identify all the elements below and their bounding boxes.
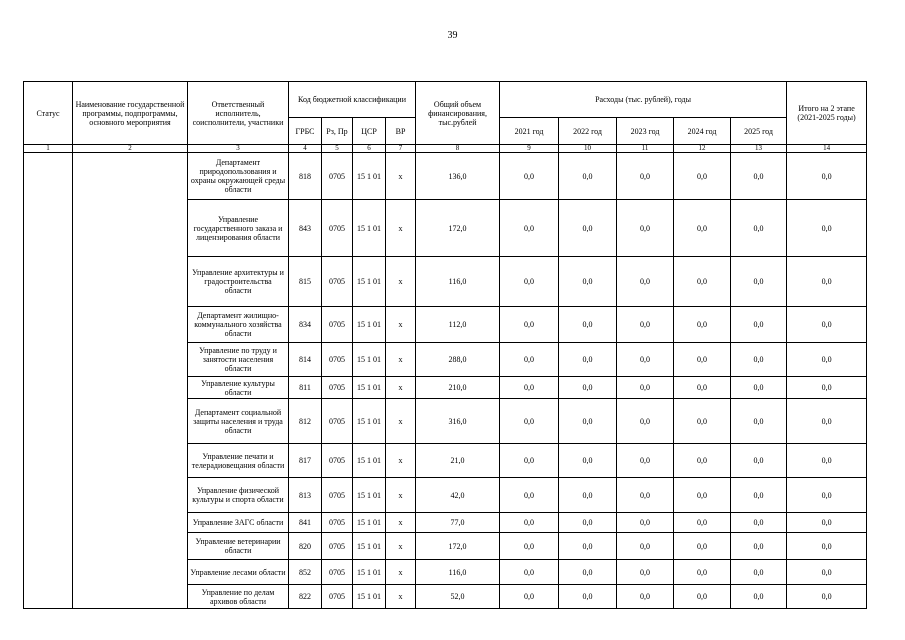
grbs-cell: 852 (289, 560, 322, 585)
year-2024-cell: 0,0 (674, 513, 731, 533)
total-cell: 77,0 (416, 513, 500, 533)
header-name: Наименование государственной программы, подпрограммы, основного мероприятия (73, 82, 188, 145)
stage-total-cell: 0,0 (787, 257, 867, 307)
year-2023-cell: 0,0 (617, 560, 674, 585)
year-2023-cell: 0,0 (617, 533, 674, 560)
csr-cell: 15 1 01 (353, 307, 386, 343)
header-year-2023: 2023 год (617, 118, 674, 145)
year-2022-cell: 0,0 (559, 478, 617, 513)
year-2023-cell: 0,0 (617, 377, 674, 399)
year-2022-cell: 0,0 (559, 560, 617, 585)
year-2022-cell: 0,0 (559, 513, 617, 533)
grbs-cell: 813 (289, 478, 322, 513)
grbs-cell: 814 (289, 343, 322, 377)
header-expenses: Расходы (тыс. рублей), годы (500, 82, 787, 118)
year-2022-cell: 0,0 (559, 257, 617, 307)
executor-cell: Управление физической культуры и спорта области (188, 478, 289, 513)
grbs-cell: 822 (289, 585, 322, 609)
column-number: 7 (386, 145, 416, 153)
header-vr: ВР (386, 118, 416, 145)
total-cell: 116,0 (416, 257, 500, 307)
rzpr-cell: 0705 (322, 444, 353, 478)
year-2024-cell: 0,0 (674, 478, 731, 513)
grbs-cell: 820 (289, 533, 322, 560)
executor-cell: Управление по труду и занятости населения области (188, 343, 289, 377)
year-2021-cell: 0,0 (500, 560, 559, 585)
year-2025-cell: 0,0 (731, 399, 787, 444)
year-2024-cell: 0,0 (674, 585, 731, 609)
grbs-cell: 815 (289, 257, 322, 307)
total-cell: 112,0 (416, 307, 500, 343)
stage-total-cell: 0,0 (787, 560, 867, 585)
year-2024-cell: 0,0 (674, 560, 731, 585)
column-number: 8 (416, 145, 500, 153)
grbs-cell: 818 (289, 153, 322, 200)
stage-total-cell: 0,0 (787, 343, 867, 377)
year-2023-cell: 0,0 (617, 343, 674, 377)
year-2021-cell: 0,0 (500, 444, 559, 478)
column-number: 2 (73, 145, 188, 153)
csr-cell: 15 1 01 (353, 560, 386, 585)
year-2025-cell: 0,0 (731, 478, 787, 513)
total-cell: 210,0 (416, 377, 500, 399)
column-number: 1 (24, 145, 73, 153)
csr-cell: 15 1 01 (353, 257, 386, 307)
total-cell: 136,0 (416, 153, 500, 200)
year-2021-cell: 0,0 (500, 200, 559, 257)
status-cell (24, 153, 73, 609)
stage-total-cell: 0,0 (787, 585, 867, 609)
rzpr-cell: 0705 (322, 560, 353, 585)
header-budget-code: Код бюджетной классификации (289, 82, 416, 118)
rzpr-cell: 0705 (322, 153, 353, 200)
year-2022-cell: 0,0 (559, 444, 617, 478)
column-number: 12 (674, 145, 731, 153)
year-2021-cell: 0,0 (500, 153, 559, 200)
year-2021-cell: 0,0 (500, 377, 559, 399)
vr-cell: x (386, 200, 416, 257)
grbs-cell: 811 (289, 377, 322, 399)
vr-cell: x (386, 533, 416, 560)
header-executor: Ответственный исполнитель, соисполнители, участники (188, 82, 289, 145)
header-total-volume: Общий объем финансирования, тыс.рублей (416, 82, 500, 145)
year-2022-cell: 0,0 (559, 307, 617, 343)
year-2023-cell: 0,0 (617, 513, 674, 533)
year-2021-cell: 0,0 (500, 257, 559, 307)
year-2024-cell: 0,0 (674, 200, 731, 257)
year-2023-cell: 0,0 (617, 200, 674, 257)
year-2024-cell: 0,0 (674, 343, 731, 377)
year-2025-cell: 0,0 (731, 153, 787, 200)
year-2022-cell: 0,0 (559, 399, 617, 444)
total-cell: 21,0 (416, 444, 500, 478)
csr-cell: 15 1 01 (353, 399, 386, 444)
vr-cell: x (386, 560, 416, 585)
header-csr: ЦСР (353, 118, 386, 145)
stage-total-cell: 0,0 (787, 444, 867, 478)
year-2025-cell: 0,0 (731, 307, 787, 343)
rzpr-cell: 0705 (322, 399, 353, 444)
stage-total-cell: 0,0 (787, 200, 867, 257)
stage-total-cell: 0,0 (787, 513, 867, 533)
csr-cell: 15 1 01 (353, 377, 386, 399)
header-stage-total: Итого на 2 этапе (2021-2025 годы) (787, 82, 867, 145)
grbs-cell: 843 (289, 200, 322, 257)
year-2024-cell: 0,0 (674, 153, 731, 200)
column-number: 10 (559, 145, 617, 153)
csr-cell: 15 1 01 (353, 343, 386, 377)
rzpr-cell: 0705 (322, 377, 353, 399)
year-2023-cell: 0,0 (617, 307, 674, 343)
year-2024-cell: 0,0 (674, 399, 731, 444)
stage-total-cell: 0,0 (787, 307, 867, 343)
grbs-cell: 812 (289, 399, 322, 444)
header-year-2024: 2024 год (674, 118, 731, 145)
csr-cell: 15 1 01 (353, 478, 386, 513)
budget-table (23, 81, 867, 609)
column-number: 4 (289, 145, 322, 153)
stage-total-cell: 0,0 (787, 377, 867, 399)
column-number: 6 (353, 145, 386, 153)
year-2021-cell: 0,0 (500, 478, 559, 513)
rzpr-cell: 0705 (322, 478, 353, 513)
vr-cell: x (386, 478, 416, 513)
total-cell: 42,0 (416, 478, 500, 513)
year-2024-cell: 0,0 (674, 533, 731, 560)
year-2022-cell: 0,0 (559, 533, 617, 560)
year-2025-cell: 0,0 (731, 343, 787, 377)
stage-total-cell: 0,0 (787, 478, 867, 513)
executor-cell: Управление печати и телерадиовещания области (188, 444, 289, 478)
total-cell: 288,0 (416, 343, 500, 377)
stage-total-cell: 0,0 (787, 533, 867, 560)
year-2025-cell: 0,0 (731, 377, 787, 399)
executor-cell: Управление культуры области (188, 377, 289, 399)
year-2021-cell: 0,0 (500, 399, 559, 444)
csr-cell: 15 1 01 (353, 533, 386, 560)
total-cell: 316,0 (416, 399, 500, 444)
rzpr-cell: 0705 (322, 513, 353, 533)
year-2023-cell: 0,0 (617, 585, 674, 609)
column-number: 14 (787, 145, 867, 153)
executor-cell: Управление государственного заказа и лицензирования области (188, 200, 289, 257)
vr-cell: x (386, 377, 416, 399)
vr-cell: x (386, 444, 416, 478)
csr-cell: 15 1 01 (353, 513, 386, 533)
executor-cell: Департамент природопользования и охраны окружающей среды области (188, 153, 289, 200)
column-number: 11 (617, 145, 674, 153)
header-grbs: ГРБС (289, 118, 322, 145)
year-2021-cell: 0,0 (500, 307, 559, 343)
rzpr-cell: 0705 (322, 533, 353, 560)
year-2023-cell: 0,0 (617, 153, 674, 200)
executor-cell: Управление лесами области (188, 560, 289, 585)
year-2021-cell: 0,0 (500, 343, 559, 377)
rzpr-cell: 0705 (322, 307, 353, 343)
year-2024-cell: 0,0 (674, 444, 731, 478)
vr-cell: x (386, 257, 416, 307)
year-2021-cell: 0,0 (500, 533, 559, 560)
csr-cell: 15 1 01 (353, 444, 386, 478)
year-2022-cell: 0,0 (559, 343, 617, 377)
vr-cell: x (386, 153, 416, 200)
table-row (24, 153, 867, 200)
year-2023-cell: 0,0 (617, 444, 674, 478)
grbs-cell: 841 (289, 513, 322, 533)
year-2025-cell: 0,0 (731, 513, 787, 533)
year-2022-cell: 0,0 (559, 377, 617, 399)
csr-cell: 15 1 01 (353, 585, 386, 609)
vr-cell: x (386, 585, 416, 609)
header-year-2022: 2022 год (559, 118, 617, 145)
total-cell: 172,0 (416, 200, 500, 257)
header-status: Статус (24, 82, 73, 145)
stage-total-cell: 0,0 (787, 153, 867, 200)
stage-total-cell: 0,0 (787, 399, 867, 444)
rzpr-cell: 0705 (322, 257, 353, 307)
column-number: 5 (322, 145, 353, 153)
total-cell: 172,0 (416, 533, 500, 560)
year-2025-cell: 0,0 (731, 200, 787, 257)
name-cell (73, 153, 188, 609)
year-2025-cell: 0,0 (731, 444, 787, 478)
csr-cell: 15 1 01 (353, 153, 386, 200)
executor-cell: Управление ЗАГС области (188, 513, 289, 533)
column-number: 3 (188, 145, 289, 153)
grbs-cell: 817 (289, 444, 322, 478)
year-2022-cell: 0,0 (559, 585, 617, 609)
page-number: 39 (447, 30, 458, 41)
year-2023-cell: 0,0 (617, 399, 674, 444)
grbs-cell: 834 (289, 307, 322, 343)
rzpr-cell: 0705 (322, 200, 353, 257)
year-2024-cell: 0,0 (674, 377, 731, 399)
executor-cell: Департамент жилищно-коммунального хозяйства области (188, 307, 289, 343)
executor-cell: Управление ветеринарии области (188, 533, 289, 560)
column-number: 9 (500, 145, 559, 153)
column-number: 13 (731, 145, 787, 153)
year-2022-cell: 0,0 (559, 200, 617, 257)
year-2024-cell: 0,0 (674, 257, 731, 307)
vr-cell: x (386, 513, 416, 533)
header-year-2021: 2021 год (500, 118, 559, 145)
year-2025-cell: 0,0 (731, 560, 787, 585)
vr-cell: x (386, 399, 416, 444)
year-2025-cell: 0,0 (731, 533, 787, 560)
executor-cell: Управление архитектуры и градостроительства области (188, 257, 289, 307)
year-2021-cell: 0,0 (500, 513, 559, 533)
vr-cell: x (386, 343, 416, 377)
year-2023-cell: 0,0 (617, 478, 674, 513)
total-cell: 52,0 (416, 585, 500, 609)
year-2024-cell: 0,0 (674, 307, 731, 343)
year-2025-cell: 0,0 (731, 257, 787, 307)
year-2021-cell: 0,0 (500, 585, 559, 609)
header-year-2025: 2025 год (731, 118, 787, 145)
rzpr-cell: 0705 (322, 343, 353, 377)
executor-cell: Департамент социальной защиты населения и труда области (188, 399, 289, 444)
rzpr-cell: 0705 (322, 585, 353, 609)
csr-cell: 15 1 01 (353, 200, 386, 257)
executor-cell: Управление по делам архивов области (188, 585, 289, 609)
year-2025-cell: 0,0 (731, 585, 787, 609)
vr-cell: x (386, 307, 416, 343)
column-number-row (24, 145, 867, 153)
year-2023-cell: 0,0 (617, 257, 674, 307)
total-cell: 116,0 (416, 560, 500, 585)
year-2022-cell: 0,0 (559, 153, 617, 200)
header-rzpr: Рз, Пр (322, 118, 353, 145)
